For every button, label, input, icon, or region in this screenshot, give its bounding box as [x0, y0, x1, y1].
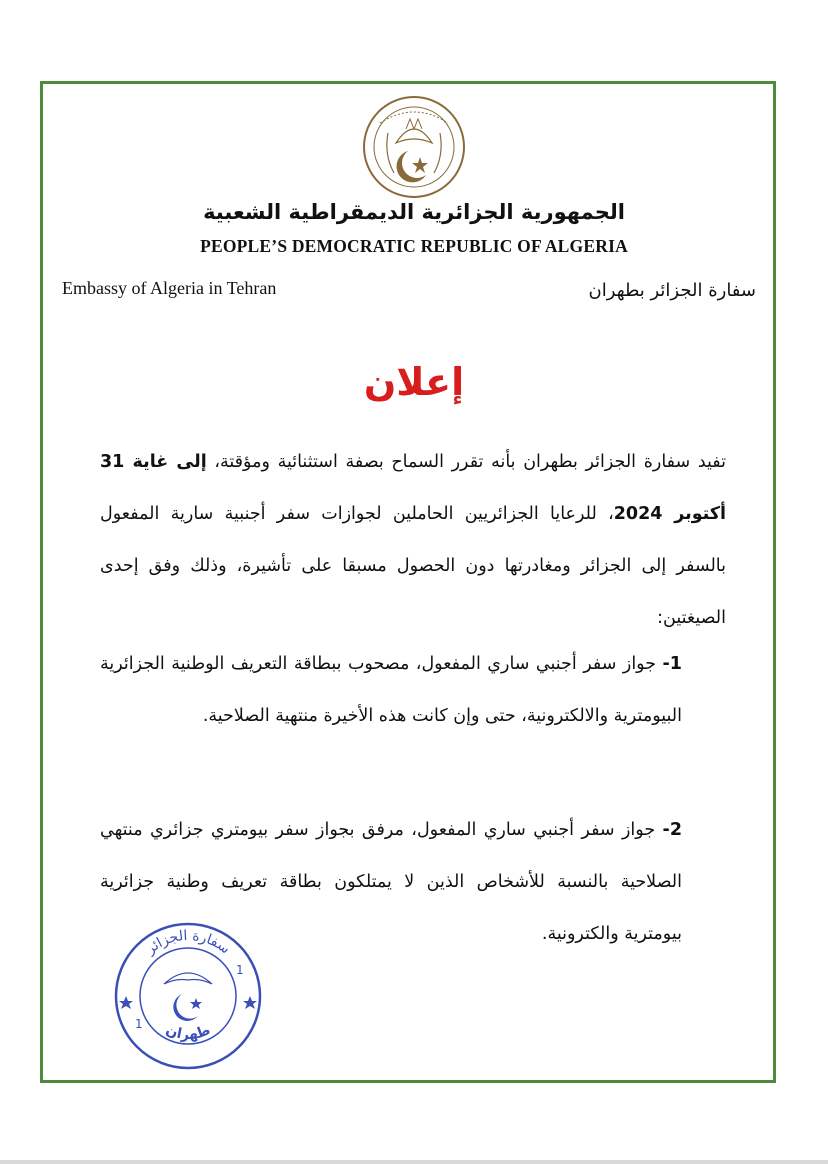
- svg-text:طهران: [163, 1022, 212, 1043]
- list-item-number: 2-: [662, 820, 682, 840]
- stamp-bottom-text: طهران: [163, 1022, 213, 1043]
- notice-title: إعلان: [363, 360, 465, 404]
- stamp-top-text: سفارة الجزائر: [142, 927, 233, 958]
- official-stamp: [104, 912, 272, 1072]
- intro-text-start: تفيد سفارة الجزائر بطهران بأنه تقرر السماح بصفة استثنائية ومؤقتة،: [206, 452, 727, 472]
- embassy-name-english: Embassy of Algeria in Tehran: [62, 278, 277, 298]
- country-name-english: PEOPLE’S DEMOCRATIC REPUBLIC OF ALGERIA: [200, 236, 628, 256]
- stamp-number-right: 1: [236, 963, 244, 977]
- country-name-arabic: الجمهورية الجزائرية الديمقراطية الشعبية: [203, 200, 625, 224]
- notice-intro-paragraph: [100, 436, 726, 644]
- list-item-text: جواز سفر أجنبي ساري المفعول، مرفق بجواز سفر بيومتري جزائري منتهي الصلاحية بالنسبة للأشخاص الذين لا يمتلكون بطاقة تعريف وطنية جزائرية بيومترية والكترونية.: [100, 820, 682, 944]
- list-item-number: 1-: [662, 654, 682, 674]
- list-item-text: جواز سفر أجنبي ساري المفعول، مصحوب ببطاقة التعريف الوطنية الجزائرية البيومترية والالكترونية، حتى وإن كانت هذه الأخيرة منتهية الصلاحية.: [100, 654, 682, 726]
- intro-text-end: ، للرعايا الجزائريين الحاملين لجوازات سفر أجنبية سارية المفعول بالسفر إلى الجزائر ومغادرتها دون الحصول مسبقا على تأشيرة، وذلك وفق إحدى الصيغتين:: [100, 504, 726, 628]
- page-bottom-edge: [0, 1160, 828, 1164]
- stamp-number-left: 1: [135, 1017, 143, 1031]
- national-emblem: [360, 93, 468, 201]
- list-item: [100, 638, 682, 742]
- deadline-date: إلى غاية 31 أكتوبر 2024: [100, 452, 726, 524]
- embassy-name-arabic: سفارة الجزائر بطهران: [588, 280, 756, 301]
